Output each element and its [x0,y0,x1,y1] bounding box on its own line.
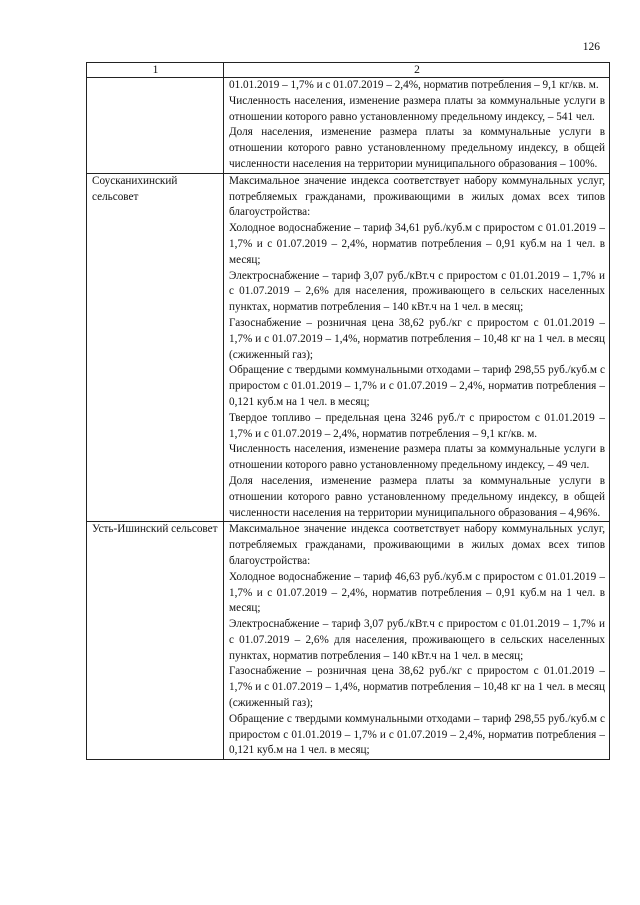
table-row [87,173,610,522]
content-paragraph: Твердое топливо – предельная цена 3246 руб./т с приростом с 01.01.2019 – 1,7% и с 01.07.2019 – 2,4%, норматив потребления – 9,1 кг/кв. м. [229,411,605,440]
content-paragraph: 01.01.2019 – 1,7% и с 01.07.2019 – 2,4%, норматив потребления – 9,1 кг/кв. м. [229,79,599,91]
content-paragraph: Электроснабжение – тариф 3,07 руб./кВт.ч с приростом с 01.01.2019 – 1,7% и с 01.07.2019 – 2,6% для населения, проживающего в сельских населенных пунктах, норматив потребления – 140 кВт.ч на 1 чел. в месяц; [229,269,605,314]
region-content-cell [224,78,610,174]
region-name-cell: Усть-Ишинский сельсовет [87,522,224,760]
content-paragraph: Обращение с твердыми коммунальными отходами – тариф 298,55 руб./куб.м с приростом с 01.01.2019 – 1,7% и с 01.07.2019 – 2,4%, норматив потребления – 0,121 куб.м на 1 чел. в месяц; [229,364,605,408]
content-paragraph: Доля населения, изменение размера платы за коммунальные услуги в отношении которого равно установленному предельному индексу, в общей численности населения на территории муниципального образования – 100%. [229,126,605,170]
column-header-2: 2 [224,63,610,78]
table-header-row [87,63,610,78]
content-paragraph: Газоснабжение – розничная цена 38,62 руб./кг с приростом с 01.01.2019 – 1,7% и с 01.07.2019 – 1,4%, норматив потребления – 10,48 кг на 1 чел. в месяц (сжиженный газ); [229,665,605,710]
document-table [86,62,610,760]
region-content-cell [224,173,610,522]
content-paragraph: Электроснабжение – тариф 3,07 руб./кВт.ч с приростом с 01.01.2019 – 1,7% и с 01.07.2019 – 2,6% для населения, проживающего в сельских населенных пунктах, норматив потребления – 140 кВт.ч на 1 чел. в месяц; [229,618,605,662]
column-header-1: 1 [87,63,224,78]
content-paragraph: Максимальное значение индекса соответствует набору коммунальных услуг, потребляемых гражданами, проживающими в жилых домах всех типов благоустройства: [229,523,605,567]
content-paragraph: Численность населения, изменение размера платы за коммунальные услуги в отношении которого равно установленному предельному индексу, – 49 чел. [229,443,605,472]
region-content-cell [224,522,610,760]
content-paragraph: Максимальное значение индекса соответствует набору коммунальных услуг, потребляемых гражданами, проживающими в жилых домах всех типов благоустройства: [229,174,605,219]
table-row [87,522,610,760]
region-name-cell [87,78,224,174]
page-number: 126 [582,41,600,53]
content-paragraph: Газоснабжение – розничная цена 38,62 руб./кг с приростом с 01.01.2019 – 1,7% и с 01.07.2019 – 1,4%, норматив потребления – 10,48 кг на 1 чел. в месяц (сжиженный газ); [229,316,605,361]
table-row [87,78,610,174]
region-name-cell: Соусканихинский сельсовет [87,173,224,522]
content-paragraph: Обращение с твердыми коммунальными отходами – тариф 298,55 руб./куб.м с приростом с 01.01.2019 – 1,7% и с 01.07.2019 – 2,4%, норматив потребления – 0,121 куб.м на 1 чел. в месяц; [229,712,605,757]
content-paragraph: Холодное водоснабжение – тариф 46,63 руб./куб.м с приростом с 01.01.2019 – 1,7% и с 01.07.2019 – 2,4%, норматив потребления – 0,91 куб.м на 1 чел. в месяц; [229,570,605,615]
content-paragraph: Холодное водоснабжение – тариф 34,61 руб./куб.м с приростом с 01.01.2019 – 1,7% и с 01.07.2019 – 2,4%, норматив потребления – 0,91 куб.м на 1 чел. в месяц; [229,222,605,266]
content-paragraph: Численность населения, изменение размера платы за коммунальные услуги в отношении которого равно установленному предельному индексу, – 541 чел. [229,94,605,123]
content-paragraph: Доля населения, изменение размера платы за коммунальные услуги в отношении которого равно установленному предельному индексу, в общей численности населения на территории муниципального образования – 4,96%. [229,474,605,519]
